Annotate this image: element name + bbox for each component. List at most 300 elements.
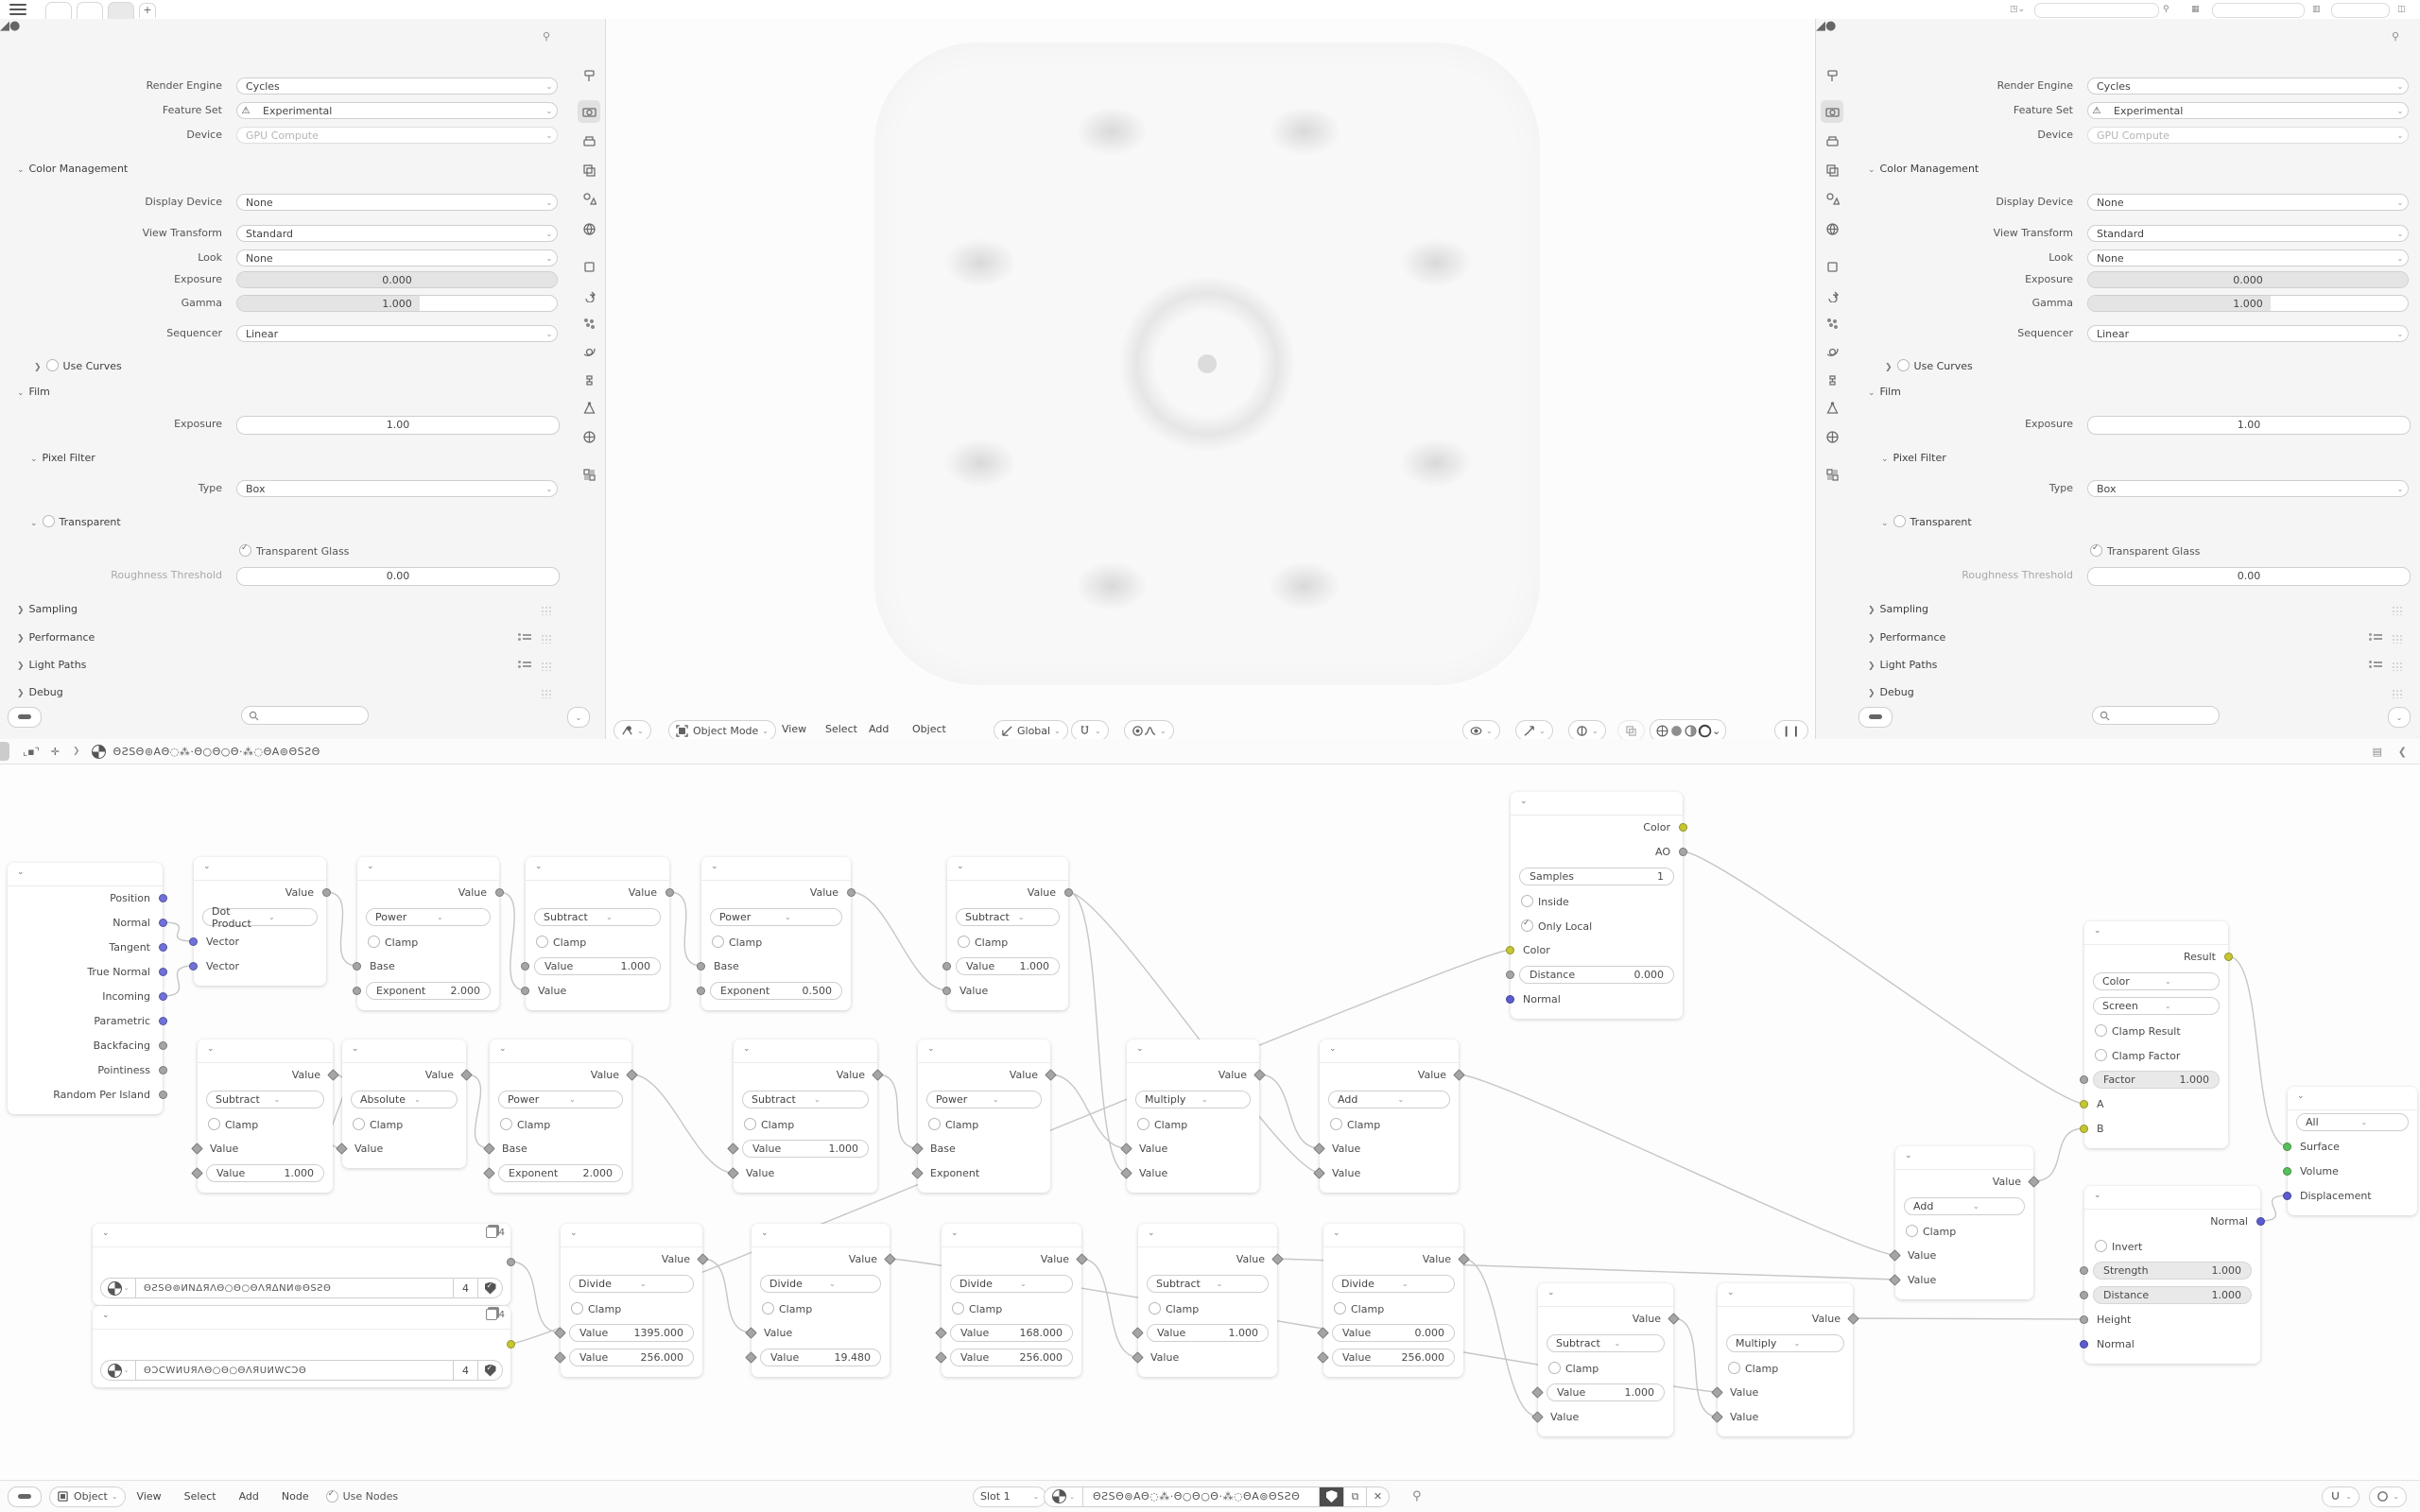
use-nodes-checkbox[interactable]: ✓ Use Nodes — [326, 1490, 399, 1503]
socket[interactable] — [2283, 1192, 2291, 1200]
socket[interactable] — [159, 992, 167, 1001]
node-header[interactable] — [1138, 1224, 1277, 1247]
preset-list-icon[interactable] — [2369, 633, 2382, 644]
section-light-paths[interactable]: ❯ Light Paths — [17, 659, 87, 671]
node-math[interactable] — [947, 857, 1068, 1010]
checkbox-clamp[interactable]: Clamp — [500, 1118, 550, 1131]
collapse-chevron-icon[interactable]: ⌄ — [203, 862, 211, 871]
node-math[interactable] — [1718, 1283, 1853, 1436]
section-transparent[interactable]: ⌄ Transparent — [1881, 516, 1972, 528]
collapse-chevron-icon[interactable]: ⌄ — [1148, 1228, 1155, 1238]
checkbox-clamp[interactable]: Clamp — [762, 1302, 812, 1315]
node-header[interactable] — [357, 857, 499, 881]
section-color-management[interactable]: ⌄ Color Management — [17, 163, 129, 175]
section-pixel-filter[interactable]: ⌄ Pixel Filter — [1881, 452, 1946, 464]
checkbox-clamp[interactable]: Clamp — [952, 1302, 1002, 1315]
preset-list-icon[interactable] — [2369, 661, 2382, 672]
node-math[interactable] — [561, 1224, 702, 1377]
node-math[interactable] — [1320, 1040, 1459, 1193]
node-header[interactable] — [1538, 1283, 1673, 1307]
pin-icon[interactable]: ⚲ — [2392, 30, 2400, 43]
node-header[interactable] — [734, 1040, 877, 1063]
operation-select[interactable]: Divide ⌄ — [950, 1275, 1073, 1293]
panel-grip-icon[interactable] — [541, 689, 552, 698]
tab-data-icon[interactable] — [1821, 397, 1843, 420]
collapse-chevron-icon[interactable]: ⌄ — [1547, 1288, 1555, 1297]
users-count[interactable]: 4 — [454, 1278, 478, 1298]
value-field[interactable]: Exponent 2.000 — [366, 982, 491, 1000]
node-math[interactable] — [526, 857, 669, 1010]
value-field[interactable]: Value 256.000 — [950, 1349, 1073, 1366]
checkbox[interactable] — [43, 515, 55, 527]
checkbox-clamp[interactable]: Clamp — [571, 1302, 621, 1315]
operation-select[interactable]: Multiply ⌄ — [1726, 1334, 1844, 1352]
value-field[interactable]: Value 1395.000 — [569, 1324, 694, 1342]
render-display-icon[interactable]: ◫ — [2397, 5, 2406, 14]
socket[interactable] — [521, 987, 529, 995]
socket[interactable] — [353, 987, 361, 995]
socket[interactable] — [189, 937, 198, 946]
node-header[interactable] — [194, 857, 326, 881]
feature-set-select[interactable] — [236, 102, 558, 119]
checkbox-clamp[interactable]: Clamp — [353, 1118, 403, 1131]
checkbox-clamp[interactable]: Clamp — [1334, 1302, 1384, 1315]
options-chevron-icon[interactable]: ⌄ — [2388, 707, 2411, 728]
panel-grip-icon[interactable] — [2392, 634, 2403, 644]
socket[interactable] — [189, 962, 198, 971]
node-header[interactable] — [490, 1040, 631, 1063]
collapse-chevron-icon[interactable]: ⌄ — [1727, 1288, 1735, 1297]
socket[interactable] — [159, 968, 167, 976]
node-math[interactable] — [1538, 1283, 1673, 1436]
node-math[interactable] — [2084, 921, 2228, 1148]
tab-particles-icon[interactable] — [1821, 312, 1843, 335]
socket[interactable] — [697, 987, 705, 995]
collapse-chevron-icon[interactable]: ⌄ — [743, 1044, 751, 1054]
section-use-curves[interactable]: ❯ Use Curves — [1885, 360, 1973, 372]
operation-select[interactable]: Subtract ⌄ — [1547, 1334, 1665, 1352]
node-group[interactable] — [2084, 1186, 2260, 1364]
workspace-tab[interactable] — [108, 2, 134, 20]
browse-material-button[interactable]: ⌄ — [1044, 1486, 1083, 1507]
checkbox[interactable] — [1893, 515, 1906, 527]
filter-toggle-icon[interactable] — [1858, 707, 1893, 728]
search-input[interactable] — [2092, 706, 2220, 725]
options-chevron-icon[interactable]: ⌄ — [567, 707, 590, 728]
section-performance[interactable]: ❯ Performance — [17, 631, 95, 644]
filter-icon[interactable]: ▥ — [2312, 5, 2321, 14]
show-object-types-toggle[interactable]: ⌄ — [1462, 720, 1500, 741]
collapse-chevron-icon[interactable]: ⌄ — [1333, 1228, 1340, 1238]
tab-physics-icon[interactable] — [578, 340, 600, 363]
look-select[interactable] — [2087, 249, 2409, 266]
scene-name-input[interactable] — [2034, 3, 2159, 18]
tab-output-icon[interactable] — [578, 130, 600, 153]
operation-select[interactable]: Divide ⌄ — [760, 1275, 881, 1293]
type-select[interactable] — [236, 480, 558, 497]
node-math[interactable] — [918, 1040, 1050, 1193]
tab-particles-icon[interactable] — [578, 312, 600, 335]
overlays-toggle[interactable]: ⌄ — [2369, 1486, 2407, 1507]
checkbox-clamp[interactable]: Clamp — [536, 936, 586, 949]
collapse-chevron-icon[interactable]: ⌄ — [2094, 926, 2101, 936]
panel-grip-icon[interactable] — [541, 662, 552, 671]
checkbox-clamp[interactable]: Clamp — [1728, 1362, 1778, 1375]
proportional-editing-toggle[interactable]: ⌄ — [1124, 720, 1174, 741]
section-performance[interactable]: ❯ Performance — [1868, 631, 1946, 644]
tab-output-icon[interactable] — [1821, 130, 1843, 153]
checkbox[interactable] — [2090, 544, 2102, 557]
exposure-slider[interactable] — [236, 271, 558, 288]
value-field[interactable]: Strength 1.000 — [2093, 1262, 2252, 1280]
operation-select[interactable]: Power ⌄ — [926, 1091, 1042, 1108]
checkbox-clamp[interactable]: Clamp — [1137, 1118, 1187, 1131]
tab-data-icon[interactable] — [578, 397, 600, 420]
socket[interactable] — [1679, 848, 1687, 856]
value-field[interactable]: Exponent 2.000 — [498, 1164, 623, 1182]
operation-select[interactable]: Power ⌄ — [710, 908, 842, 926]
render-engine-select[interactable] — [236, 77, 558, 94]
collapse-chevron-icon[interactable]: ⌄ — [1136, 1044, 1144, 1054]
node-math[interactable] — [942, 1224, 1081, 1377]
tab-scene-icon[interactable] — [578, 187, 600, 210]
collapse-chevron-icon[interactable]: ⌄ — [2094, 1191, 2101, 1200]
node-header[interactable] — [8, 863, 163, 886]
node-header[interactable] — [2084, 1186, 2260, 1210]
socket[interactable] — [2080, 1075, 2088, 1084]
roughness-threshold-field[interactable]: 0.00 — [2087, 567, 2411, 586]
socket[interactable] — [1064, 888, 1073, 897]
socket[interactable] — [1506, 995, 1514, 1004]
checkbox-invert[interactable]: Invert — [2095, 1240, 2142, 1253]
socket[interactable] — [1506, 971, 1514, 979]
checkbox[interactable] — [239, 544, 251, 557]
shading-chevron-icon[interactable]: ⌄ — [1712, 724, 1721, 737]
checkbox-clamp[interactable]: Clamp — [1149, 1302, 1199, 1315]
node-header[interactable] — [198, 1040, 333, 1063]
operation-select[interactable]: Screen ⌄ — [2093, 997, 2220, 1015]
collapse-chevron-icon[interactable]: ⌄ — [2297, 1091, 2305, 1101]
xray-toggle[interactable] — [1617, 720, 1645, 741]
tab-world-icon[interactable] — [578, 217, 600, 240]
object-data-icon[interactable]: ⌞▪⌝ — [23, 745, 40, 758]
shader-node-editor[interactable] — [0, 739, 2420, 1512]
operation-select[interactable]: Add ⌄ — [1328, 1091, 1450, 1108]
section-use-curves[interactable]: ❯ Use Curves — [34, 360, 122, 372]
shading-material-icon[interactable] — [1684, 724, 1698, 738]
menu-node[interactable]: Node — [281, 1490, 309, 1503]
socket[interactable] — [1506, 946, 1514, 954]
value-field[interactable]: Value 256.000 — [1332, 1349, 1455, 1366]
panel-grip-icon[interactable] — [541, 634, 552, 644]
operation-select[interactable]: Color ⌄ — [2093, 972, 2220, 990]
node-header[interactable] — [93, 1306, 510, 1330]
display-device-select[interactable] — [236, 194, 558, 211]
tab-render-icon[interactable] — [1821, 100, 1843, 123]
feature-set-select[interactable] — [2087, 102, 2409, 119]
tab-object-icon[interactable] — [1821, 255, 1843, 278]
tab-modifiers-icon[interactable] — [578, 284, 600, 306]
socket[interactable] — [942, 962, 951, 971]
menu-add[interactable]: Add — [238, 1490, 259, 1503]
filter-toggle-icon[interactable] — [8, 707, 42, 728]
socket[interactable] — [159, 1041, 167, 1050]
section-debug[interactable]: ❯ Debug — [1868, 686, 1914, 698]
node-header[interactable] — [1320, 1040, 1459, 1063]
operation-select[interactable]: Dot Product ⌄ — [202, 908, 318, 926]
node-math[interactable] — [1895, 1146, 2033, 1299]
exposure-slider[interactable] — [2087, 271, 2409, 288]
checkbox-clamp[interactable]: Clamp — [712, 936, 762, 949]
value-field[interactable]: Value 1.000 — [1147, 1324, 1269, 1342]
node-header[interactable] — [701, 857, 851, 881]
node-math[interactable] — [198, 1040, 333, 1193]
socket[interactable] — [2080, 1315, 2088, 1324]
panel-grip-icon[interactable] — [2392, 606, 2403, 615]
checkbox-clamp[interactable]: Clamp — [1330, 1118, 1380, 1131]
node-math[interactable] — [490, 1040, 631, 1193]
checkbox-clamp[interactable]: Clamp — [1906, 1225, 1956, 1238]
image-name-field[interactable]: ΘƧSΘ⊚ИΝΔЯΛΘ○Θ○ΘΛЯΔΝИ⊚ΘSƧΘ — [136, 1278, 454, 1298]
section-transparent[interactable]: ⌄ Transparent — [30, 516, 121, 528]
value-field[interactable]: Value 1.000 — [956, 957, 1060, 975]
socket[interactable] — [2224, 953, 2233, 961]
gamma-slider[interactable] — [236, 295, 558, 312]
operation-select[interactable]: Subtract ⌄ — [956, 908, 1060, 926]
checkbox-clamp[interactable]: Clamp — [208, 1118, 258, 1131]
checkbox-clamp[interactable]: Clamp — [744, 1118, 794, 1131]
collapse-chevron-icon[interactable]: ⌄ — [761, 1228, 769, 1238]
operation-select[interactable]: Absolute ⌄ — [351, 1091, 458, 1108]
value-field[interactable]: Factor 1.000 — [2093, 1071, 2220, 1089]
socket[interactable] — [2080, 1125, 2088, 1133]
socket[interactable] — [2283, 1167, 2291, 1176]
value-field[interactable]: Value 168.000 — [950, 1324, 1073, 1342]
image-name-field[interactable]: ΘƆCWИUЯΛΘ○Θ○ΘΛЯUИWCƆΘ — [136, 1360, 454, 1381]
copy-material-icon[interactable]: ⧉ — [1344, 1486, 1367, 1507]
menu-select[interactable]: Select — [825, 723, 857, 735]
node-image-texture[interactable] — [93, 1306, 510, 1387]
section-light-paths[interactable]: ❯ Light Paths — [1868, 659, 1938, 671]
tab-constraints-icon[interactable] — [578, 369, 600, 391]
socket[interactable] — [2080, 1100, 2088, 1108]
collapse-chevron-icon[interactable]: ⌄ — [570, 1228, 578, 1238]
collapse-chevron-icon[interactable]: ⌄ — [102, 1311, 110, 1320]
socket[interactable] — [159, 919, 167, 927]
node-math[interactable] — [194, 857, 326, 986]
value-field[interactable]: Value 1.000 — [1547, 1383, 1665, 1401]
socket[interactable] — [697, 962, 705, 971]
socket[interactable] — [942, 987, 951, 995]
node-header[interactable] — [947, 857, 1068, 881]
shading-solid-icon[interactable] — [1669, 724, 1684, 738]
exposure-field[interactable]: 1.00 — [2087, 416, 2411, 435]
value-field[interactable]: Value 0.000 — [1332, 1324, 1455, 1342]
node-header[interactable] — [342, 1040, 466, 1063]
socket[interactable] — [159, 894, 167, 902]
section-sampling[interactable]: ❯ Sampling — [17, 603, 78, 615]
value-field[interactable]: Distance 1.000 — [2093, 1286, 2252, 1304]
tab-material-icon[interactable] — [578, 425, 600, 448]
view-transform-select[interactable] — [236, 225, 558, 242]
menu-view[interactable]: View — [136, 1490, 162, 1503]
operation-select[interactable]: Subtract ⌄ — [1147, 1275, 1269, 1293]
orientation-selector[interactable]: Global ⌄ — [994, 720, 1068, 741]
value-field[interactable]: Exponent 0.500 — [710, 982, 842, 1000]
socket[interactable] — [507, 1258, 515, 1266]
node-header[interactable] — [2288, 1087, 2417, 1110]
overlays-toggle[interactable]: ⌄ — [1568, 720, 1606, 741]
socket[interactable] — [159, 1017, 167, 1025]
pin-icon[interactable]: ⚲ — [1412, 1489, 1422, 1503]
collapse-chevron-icon[interactable]: ⌄ — [535, 862, 543, 871]
value-field[interactable]: Value 1.000 — [742, 1140, 869, 1158]
shader-type-selector[interactable]: Object ⌄ — [49, 1486, 126, 1507]
operation-select[interactable]: Subtract ⌄ — [742, 1091, 869, 1108]
node-math[interactable] — [1323, 1224, 1463, 1377]
node-header[interactable] — [2084, 921, 2228, 945]
section-debug[interactable]: ❯ Debug — [17, 686, 63, 698]
collapse-chevron-icon[interactable]: ⌄ — [1520, 797, 1528, 806]
checkbox-clamp[interactable]: Clamp — [368, 936, 418, 949]
tab-viewlayer-icon[interactable] — [578, 159, 600, 181]
tab-object-icon[interactable] — [578, 255, 600, 278]
node-math[interactable] — [701, 857, 851, 1010]
view-transform-select[interactable] — [2087, 225, 2409, 242]
menu-hamburger-icon[interactable] — [9, 4, 26, 15]
node-header[interactable] — [1718, 1283, 1853, 1307]
shading-rendered-icon[interactable] — [1698, 724, 1712, 738]
node-group[interactable] — [8, 863, 163, 1114]
search-input[interactable] — [241, 706, 369, 725]
node-header[interactable] — [1895, 1146, 2033, 1170]
value-field[interactable]: Value 256.000 — [569, 1349, 694, 1366]
properties-editor-icon[interactable]: ◢● — [0, 19, 21, 33]
users-count[interactable]: 4 — [454, 1360, 478, 1381]
socket[interactable] — [847, 888, 856, 897]
socket[interactable] — [2080, 1266, 2088, 1275]
slot-selector[interactable]: Slot 1 ⌄ — [973, 1486, 1046, 1507]
menu-view[interactable]: View — [782, 723, 807, 735]
tab-scene-icon[interactable] — [1821, 187, 1843, 210]
scene-icon[interactable]: ◳⌄ — [2010, 5, 2026, 14]
workspace-tab[interactable] — [77, 2, 103, 20]
menu-select[interactable]: Select — [183, 1490, 216, 1503]
tab-world-icon[interactable] — [1821, 217, 1843, 240]
checkbox-transparent-glass[interactable]: ✓Transparent Glass — [2090, 544, 2200, 558]
collapse-chevron-icon[interactable]: ⌄ — [927, 1044, 935, 1054]
socket[interactable] — [666, 888, 674, 897]
socket[interactable] — [1679, 823, 1687, 832]
device-select[interactable] — [236, 127, 558, 144]
checkbox[interactable] — [1897, 359, 1910, 371]
collapse-chevron-icon[interactable]: ⌄ — [102, 1228, 110, 1238]
device-select[interactable] — [2087, 127, 2409, 144]
exposure-field[interactable]: 1.00 — [236, 416, 560, 435]
mode-selector[interactable]: Object Mode ⌄ — [668, 720, 776, 741]
render-pause-button[interactable]: ❙❙ — [1774, 720, 1808, 741]
pin-icon[interactable]: ⚲ — [543, 30, 551, 43]
collapse-chevron-icon[interactable]: ⌄ — [352, 1044, 359, 1054]
socket[interactable] — [495, 888, 504, 897]
panel-grip-icon[interactable] — [2392, 689, 2403, 698]
socket[interactable] — [2283, 1143, 2291, 1151]
unlink-material-icon[interactable]: ✕ — [1367, 1486, 1390, 1507]
preset-list-icon[interactable] — [518, 633, 531, 644]
operation-select[interactable]: Subtract ⌄ — [206, 1091, 324, 1108]
tab-render-icon[interactable] — [578, 100, 600, 123]
socket[interactable] — [353, 962, 361, 971]
roughness-threshold-field[interactable]: 0.00 — [236, 567, 560, 586]
node-math[interactable] — [734, 1040, 877, 1193]
sequencer-select[interactable] — [236, 325, 558, 342]
checkbox-only-local[interactable]: ✓Only Local — [1521, 919, 1592, 933]
collapse-chevron-icon[interactable]: ⌄ — [1905, 1151, 1912, 1160]
tab-material-icon[interactable] — [1821, 425, 1843, 448]
socket[interactable] — [159, 1066, 167, 1074]
node-header[interactable] — [918, 1040, 1050, 1063]
node-header[interactable] — [93, 1224, 510, 1247]
sidebar-grid-icon[interactable]: ▤ — [2372, 745, 2382, 758]
collapse-chevron-icon[interactable]: ⌄ — [207, 1044, 215, 1054]
value-field[interactable]: Samples 1 — [1519, 868, 1674, 885]
viewlayer-icon[interactable]: ▦ — [2191, 5, 2200, 14]
unpin-icon[interactable]: ⚲ — [2163, 5, 2169, 14]
value-field[interactable]: Value 1.000 — [534, 957, 661, 975]
checkbox-clamp[interactable]: Clamp — [1548, 1362, 1599, 1375]
node-image-texture[interactable] — [93, 1224, 510, 1305]
collapse-chevron-icon[interactable]: ⌄ — [957, 862, 964, 871]
node-math[interactable] — [2288, 1087, 2417, 1215]
menu-object[interactable]: Object — [912, 723, 946, 735]
panel-grip-icon[interactable] — [2392, 662, 2403, 671]
sequencer-select[interactable] — [2087, 325, 2409, 342]
node-math[interactable] — [1127, 1040, 1259, 1193]
new-workspace-tab-button[interactable]: + — [139, 3, 156, 18]
properties-editor-icon[interactable]: ◢● — [1816, 19, 1837, 33]
extra-topbar-field[interactable] — [2331, 3, 2390, 18]
preset-list-icon[interactable] — [518, 661, 531, 672]
socket[interactable] — [2256, 1217, 2265, 1226]
checkbox-clamp[interactable]: Clamp — [958, 936, 1008, 949]
checkbox-inside[interactable]: Inside — [1521, 895, 1569, 908]
node-header[interactable] — [526, 857, 669, 881]
socket[interactable] — [507, 1340, 515, 1349]
tab-physics-icon[interactable] — [1821, 340, 1843, 363]
tab-texture-icon[interactable] — [578, 463, 600, 486]
socket[interactable] — [521, 962, 529, 971]
tab-modifiers-icon[interactable] — [1821, 284, 1843, 306]
look-select[interactable] — [236, 249, 558, 266]
socket[interactable] — [2080, 1291, 2088, 1299]
gizmos-toggle[interactable]: ⌄ — [1515, 720, 1553, 741]
viewport-3d[interactable] — [606, 19, 1815, 739]
node-header[interactable] — [942, 1224, 1081, 1247]
value-field[interactable]: Distance 0.000 — [1519, 966, 1674, 984]
socket[interactable] — [2080, 1340, 2088, 1349]
node-group[interactable] — [1511, 792, 1683, 1019]
operation-select[interactable]: Power ⌄ — [498, 1091, 623, 1108]
display-device-select[interactable] — [2087, 194, 2409, 211]
socket[interactable] — [159, 943, 167, 952]
value-field[interactable]: Value 1.000 — [206, 1164, 324, 1182]
panel-grip-icon[interactable] — [541, 606, 552, 615]
sidebar-toggle-icon[interactable]: ❮ — [2397, 745, 2407, 758]
tab-tool-icon[interactable] — [1821, 64, 1843, 87]
tab-constraints-icon[interactable] — [1821, 369, 1843, 391]
menu-add[interactable]: Add — [869, 723, 890, 735]
node-math[interactable] — [357, 857, 499, 1010]
